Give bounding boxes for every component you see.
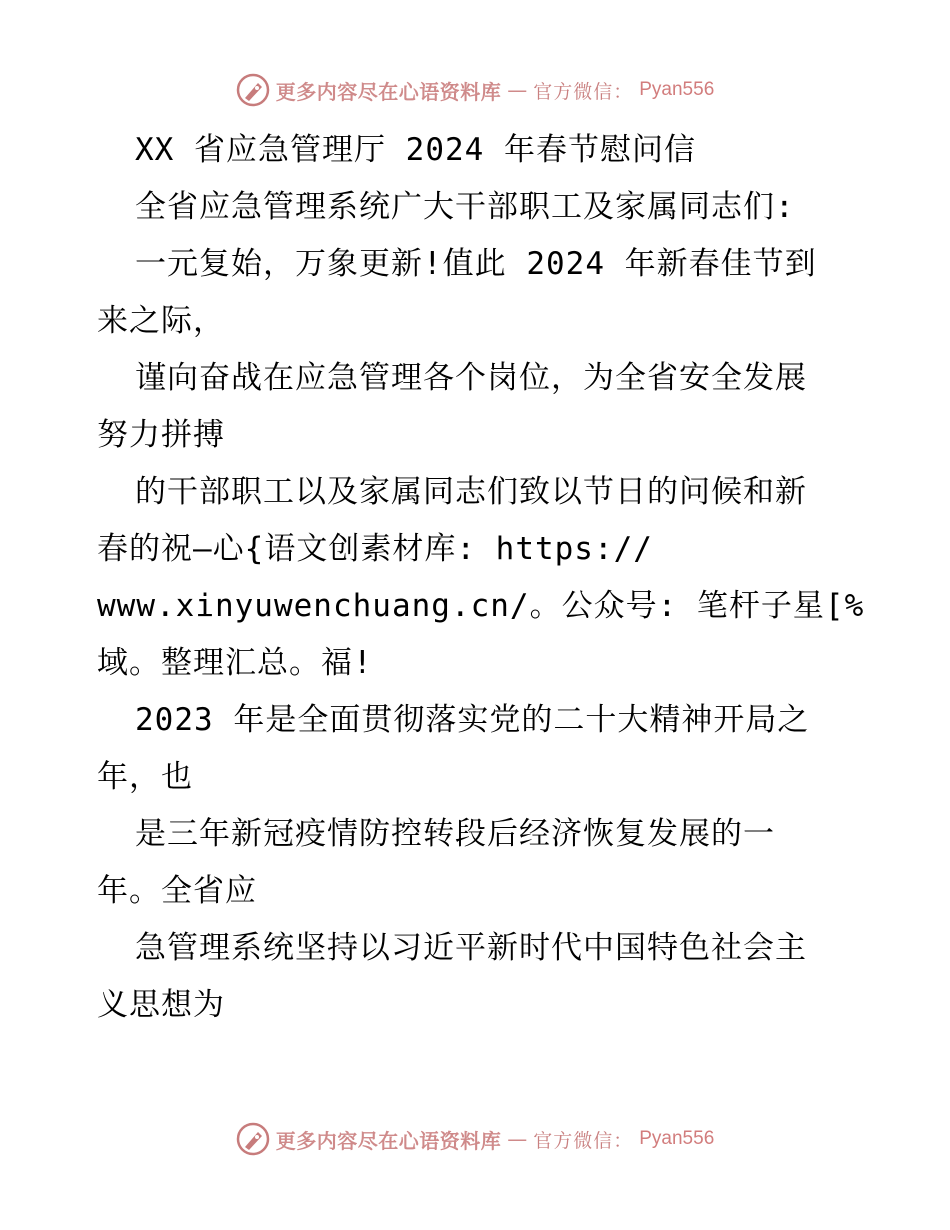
text-line: 2023 年是全面贯彻落实党的二十大精神开局之	[135, 702, 810, 738]
header-banner-content	[236, 73, 715, 107]
header-banner-title: 更多内容尽在心语资料库	[275, 79, 502, 104]
footer-banner-wechat-label: 官方微信：	[533, 1129, 634, 1152]
text-line: 的干部职工以及家属同志们致以节日的问候和新	[135, 474, 807, 510]
text-line: 义思想为	[97, 987, 225, 1023]
text-line: 年。全省应	[97, 873, 257, 909]
header-banner-dash: —	[507, 78, 528, 102]
footer-banner-title: 更多内容尽在心语资料库	[275, 1128, 502, 1153]
header-banner-wechat-label: 官方微信：	[533, 80, 634, 103]
footer-banner-wechat-id: Pyan556	[639, 1128, 715, 1149]
text-line: 一元复始，万象更新!值此 2024 年新春佳节到	[135, 246, 817, 282]
text-line: 年，也	[97, 759, 193, 795]
letter-salutation: 全省应急管理系统广大干部职工及家属同志们:	[135, 189, 795, 225]
text-line: www.xinyuwenchuang.cn/。公众号: 笔杆子星[%	[97, 588, 865, 624]
footer-banner-content	[236, 1122, 715, 1156]
footer-banner-dash: —	[507, 1127, 528, 1151]
pen-nib-logo-icon	[236, 73, 270, 107]
text-line: 是三年新冠疫情防控转段后经济恢复发展的一	[135, 816, 775, 852]
text-line: 急管理系统坚持以习近平新时代中国特色社会主	[135, 930, 807, 966]
pen-nib-logo-icon	[236, 1122, 270, 1156]
letter-title: XX 省应急管理厅 2024 年春节慰问信	[135, 132, 696, 168]
header-banner	[0, 70, 950, 110]
text-line: 谨向奋战在应急管理各个岗位，为全省安全发展	[135, 360, 807, 396]
text-line: 春的祝—心{语文创素材库: https://	[97, 531, 653, 567]
text-line: 来之际，	[97, 303, 225, 339]
letter-body	[97, 122, 897, 1034]
text-line: 努力拼搏	[97, 417, 225, 453]
header-banner-wechat-id: Pyan556	[639, 79, 715, 100]
text-line: 域。整理汇总。福!	[97, 645, 373, 681]
footer-banner	[0, 1119, 950, 1159]
